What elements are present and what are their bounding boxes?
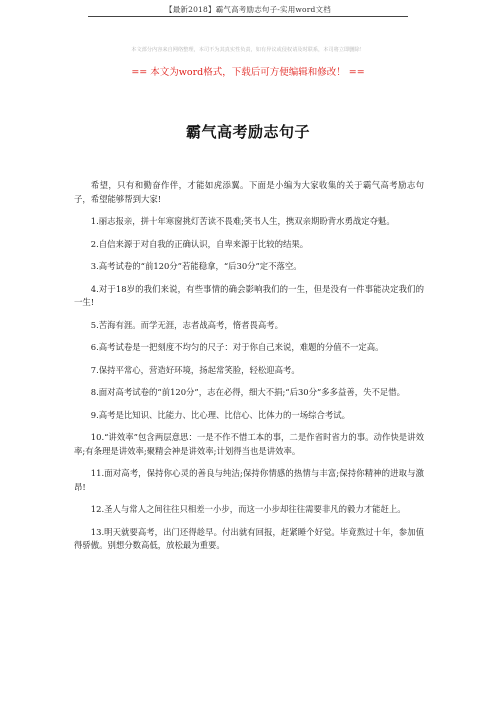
- paragraph-10: 10.“讲效率”包含两层意思：一是不作不惜工本的事，二是作省时省力的事。动作快是讲效率;有条理是讲效率;聚精会神是讲效率;计划得当也是讲效率。: [74, 432, 424, 456]
- header-divider: [88, 16, 408, 17]
- paragraph-5: 5.苦海有涯。而学无涯，志者战高考，惰者畏高考。: [90, 319, 284, 330]
- paragraph-9: 9.高考是比知识、比能力、比心理、比信心、比体力的一场综合考试。: [90, 409, 351, 420]
- paragraph-11: 11.面对高考，保持你心灵的善良与纯洁;保持你情感的热情与丰富;保持你精神的进取与激昂!: [74, 468, 424, 492]
- format-notice: == 本文为word格式，下载后可方便编辑和修改！ ==: [131, 67, 365, 78]
- paragraph-4: 4.对于18岁的我们来说，有些事情的确会影响我们的一生，但是没有一件事能决定我们的一生!: [74, 283, 424, 307]
- paragraph-8: 8.面对高考试卷的“前120分”，志在必得，细大不捐;“后30分”多多益善，失不足惜。: [90, 387, 406, 397]
- paragraph-3: 3.高考试卷的“前120分”若能稳拿，“后30分”定不落空。: [90, 261, 302, 271]
- paragraph-7: 7.保持平常心，营造好环境，扬起常笑脸，轻松迎高考。: [90, 364, 300, 375]
- paragraph-6: 6.高考试卷是一把刻度不均匀的尺子：对于你自己来说，难题的分值不一定高。: [90, 342, 384, 352]
- disclaimer-text: 本文部分内容来自网络整理，本司不为其真实性负责，如有异议或侵权请及时联系，本司将立即删除！: [131, 47, 365, 53]
- paragraph-12: 12.圣人与常人之间往往只相差一小步，而这一小步却往往需要非凡的毅力才能赶上。: [90, 504, 406, 514]
- page-header: 【最新2018】霸气高考励志句子-实用word文档: [165, 5, 331, 14]
- paragraph-intro: 希望，只有和勤奋作伴，才能如虎添翼。下面是小编为大家收集的关于霸气高考励志句子，希望能够帮到大家!: [74, 180, 424, 204]
- document-body: [74, 179, 424, 562]
- document-title: 霸气高考励志句子: [185, 123, 310, 141]
- paragraph-2: 2.自信来源于对自我的正确认识，自卑来源于比较的结果。: [90, 238, 309, 249]
- paragraph-1: 1.丽志报亲，拼十年寒窗挑灯苦读不畏难;笑书人生，携双亲期盼背水勇战定夺魁。: [90, 216, 395, 226]
- paragraph-13: 13.明天就要高考，出门还得趁早。付出就有回报，赶紧睡个好觉。毕竟熬过十年，参加值得骄傲。别想分数高低，放松最为重要。: [74, 526, 424, 550]
